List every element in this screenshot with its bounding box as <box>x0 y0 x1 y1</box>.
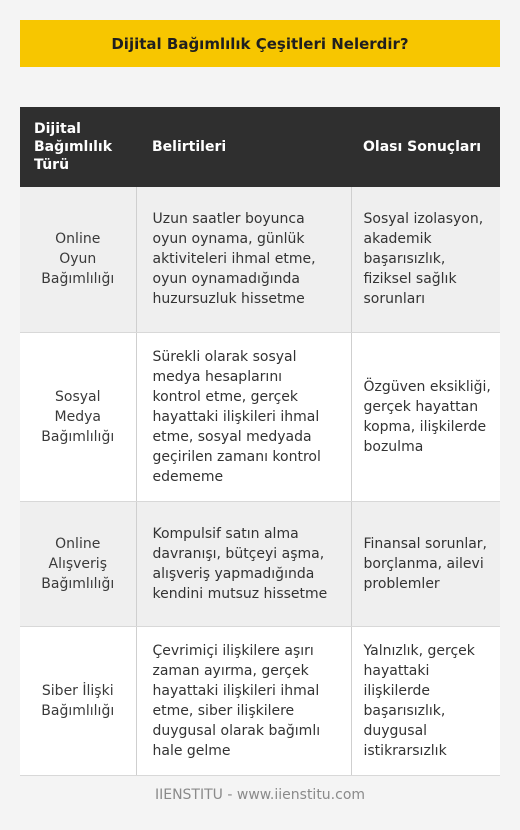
cell-symptoms: Uzun saatler boyunca oyun oynama, günlük aktiviteleri ihmal etme, oyun oynamadığında huzursuzluk hissetme <box>136 187 351 332</box>
table-row <box>20 187 500 332</box>
addiction-table <box>20 107 500 776</box>
cell-results: Yalnızlık, gerçek hayattaki ilişkilerde başarısızlık, duygusal istikrarsızlık <box>351 626 500 775</box>
page-title: Dijital Bağımlılık Çeşitleri Nelerdir? <box>111 34 409 53</box>
cell-results: Finansal sorunlar, borçlanma, ailevi problemler <box>351 501 500 626</box>
cell-symptoms: Kompulsif satın alma davranışı, bütçeyi aşma, alışveriş yapmadığında kendini mutsuz hissetme <box>136 501 351 626</box>
column-header-symptoms: Belirtileri <box>136 107 351 187</box>
table-row <box>20 501 500 626</box>
footer-credit: IIENSTITU - www.iienstitu.com <box>154 787 366 803</box>
column-header-results: Olası Sonuçları <box>351 107 500 187</box>
cell-type: Sosyal Medya Bağımlılığı <box>20 332 136 501</box>
table-header-row <box>20 107 500 187</box>
cell-results: Sosyal izolasyon, akademik başarısızlık, fiziksel sağlık sorunları <box>351 187 500 332</box>
cell-type: Online Oyun Bağımlılığı <box>20 187 136 332</box>
cell-type: Online Alışveriş Bağımlılığı <box>20 501 136 626</box>
column-header-type: Dijital Bağımlılık Türü <box>20 107 136 187</box>
cell-results: Özgüven eksikliği, gerçek hayattan kopma, ilişkilerde bozulma <box>351 332 500 501</box>
title-banner <box>20 20 500 67</box>
cell-symptoms: Sürekli olarak sosyal medya hesaplarını kontrol etme, gerçek hayattaki ilişkileri ihmal etme, sosyal medyada geçirilen zamanı kontrol edememe <box>136 332 351 501</box>
cell-type: Siber İlişki Bağımlılığı <box>20 626 136 775</box>
table-row <box>20 626 500 775</box>
table-row <box>20 332 500 501</box>
cell-symptoms: Çevrimiçi ilişkilere aşırı zaman ayırma, gerçek hayattaki ilişkileri ihmal etme, siber ilişkilere duygusal olarak bağımlı hale gelme <box>136 626 351 775</box>
